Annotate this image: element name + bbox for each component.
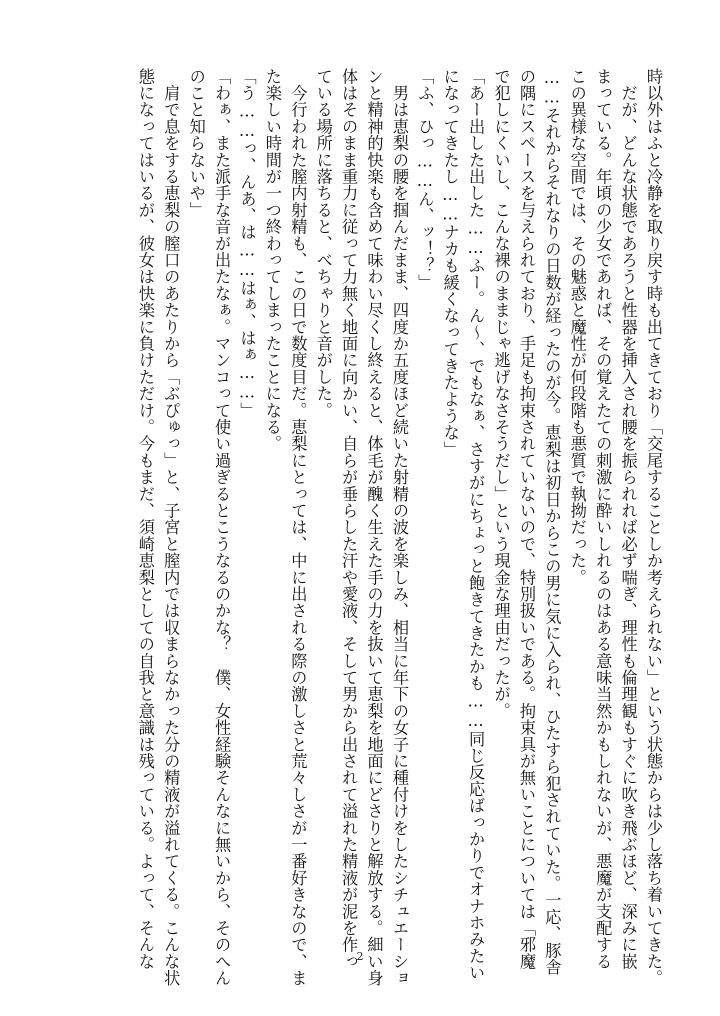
text-line: 「あー出した出した……ふー。ん～、でもなぁ、さすがにちょっと飽きてきたかも……同じ反応ばっかりでオナホみたい xyxy=(466,68,486,981)
text-line: 態になってはいるが、彼女は快楽に負けただけ。今もまだ、須崎恵梨としての自我と意識は残っている。よって、そんな xyxy=(135,68,155,970)
text-line: だが、どんな状態であろうと性器を挿入され腰を振られれば必ず喘ぎ、理性も倫理観もすぐに吹き飛ぶほど、深みに嵌 xyxy=(618,68,638,970)
text-line: 時以外はふと冷静を取り戻す時も出てきており「交尾することしか考えられない」という状態からは少し落ち着いてきた。 xyxy=(644,68,663,987)
text-line: のこと知らないや」 xyxy=(186,68,206,219)
page-number: 2 xyxy=(356,950,364,963)
text-line: 「ふ、ひっ……ん、ッ！？」 xyxy=(415,68,435,291)
text-line: 今行われた膣内射精も、この日で数度目だ。恵梨にとっては、中に出される際の激しさと荒々しさが一番好きなので、ま xyxy=(288,68,308,987)
text-line: 肩で息をする恵梨の膣口のあたりから「ぶぴゅっ」と、子宮と膣内では収まらなかった分の精液が溢れてくる。こんな状 xyxy=(161,68,181,987)
vertical-body-text xyxy=(132,68,666,987)
text-line: 体はそのまま重力に従って力無く地面に向かい、自らが垂らした汗や愛液、そして男から出されて溢れた精液が泥を作っ xyxy=(339,68,359,970)
text-line: になってきたし……ナカも緩くなってきたような」 xyxy=(440,68,460,458)
text-line: ている場所に落ちると、べちゃりと音がした。 xyxy=(313,68,333,419)
text-line: 「う……っ、んあ、は……はぁ、はぁ……」 xyxy=(237,68,257,419)
text-line: 男は恵梨の腰を掴んだまま、四度か五度ほど続いた射精の波を楽しみ、相当に年下の女子に種付けをしたシチュエーショ xyxy=(389,68,409,987)
text-line: で犯しにくいし、こんな裸のままじゃ逃げなさそうだし」という現金な理由だったが。 xyxy=(491,68,511,720)
text-line: た楽しい時間が一つ終わってしまったことになる。 xyxy=(262,68,282,453)
text-line: ……それからそれなりの日数が経ったのが今。恵梨は初日からこの男に気に入られ、ひたすら犯されていた。一応、豚舎 xyxy=(542,68,562,976)
text-line: 「わぁ、また派手な音が出たなぁ。マンコって使い過ぎるとこうなるのかな？ 僕、女性経験そんなに無いから、そのへん xyxy=(212,68,232,987)
text-line: まっている。年頃の少女であれば、その覚えたての刺激に酔いしれるのはある意味当然かもしれないが、悪魔が支配する xyxy=(593,68,613,970)
text-line: この異様な空間では、その魅惑と魔性が何段階も悪質で執拗だった。 xyxy=(567,68,587,586)
text-line: ンと精神的快楽も含めて味わい尽くし終えると、体毛が醜く生えた手の力を抜いて恵梨を地面にどさりと解放する。細い身 xyxy=(364,68,384,987)
text-line: の隅にスペースを与えられており、手足も拘束されていないので、特別扱いである。拘束具が無いことについては「邪魔 xyxy=(516,68,536,970)
